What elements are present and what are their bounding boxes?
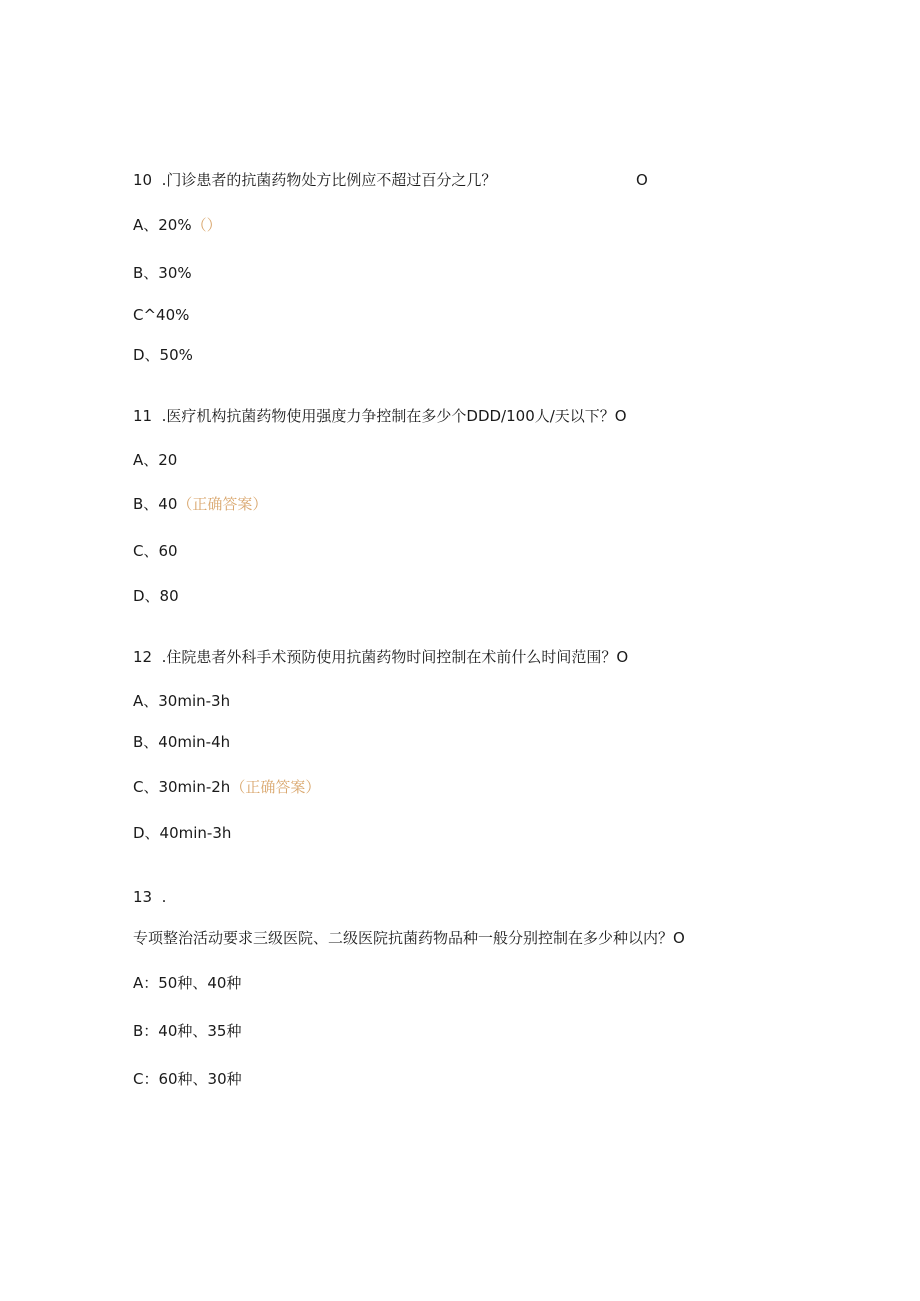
question-13 xyxy=(133,928,685,948)
question-text: .住院患者外科手术预防使用抗菌药物时间控制在术前什么时间范围？O xyxy=(161,648,629,666)
option-label: A、30min-3h xyxy=(133,692,231,710)
question-number: 13 xyxy=(133,888,153,906)
question-number: 12 xyxy=(133,648,153,666)
option-a[interactable] xyxy=(133,973,241,993)
option-a[interactable] xyxy=(133,450,177,470)
question-12 xyxy=(133,647,628,667)
correct-answer-note: （正确答案） xyxy=(230,778,321,796)
question-number: 10 xyxy=(133,171,153,189)
option-b[interactable] xyxy=(133,263,192,283)
option-label: D、40min-3h xyxy=(133,824,232,842)
question-text: 门诊患者的抗菌药物处方比例应不超过百分之几？ xyxy=(166,171,497,189)
option-label: B、40 xyxy=(133,495,178,513)
option-d[interactable] xyxy=(133,345,193,365)
option-c[interactable] xyxy=(133,1069,242,1089)
option-c[interactable] xyxy=(133,305,189,325)
option-c[interactable] xyxy=(133,777,320,797)
option-b[interactable] xyxy=(133,1021,241,1041)
option-label: A、20% xyxy=(133,216,192,234)
question-dot: . xyxy=(161,888,167,906)
question-text: .医疗机构抗菌药物使用强度力争控制在多少个DDD/100人/天以下？O xyxy=(161,407,627,425)
answer-bracket: （） xyxy=(191,216,222,234)
question-10 xyxy=(133,170,496,190)
option-label: C、60 xyxy=(133,542,178,560)
option-label: A、20 xyxy=(133,451,178,469)
option-b[interactable] xyxy=(133,732,230,752)
question-dot: . xyxy=(161,171,167,189)
option-label: D、80 xyxy=(133,587,179,605)
option-label: B、40min-4h xyxy=(133,733,231,751)
question-number: 11 xyxy=(133,407,153,425)
option-c[interactable] xyxy=(133,541,178,561)
question-13-number xyxy=(133,887,166,907)
option-d[interactable] xyxy=(133,823,231,843)
option-label: C、30min-2h xyxy=(133,778,231,796)
option-a[interactable] xyxy=(133,215,222,235)
option-label: A：50种、40种 xyxy=(133,974,242,992)
option-label: C：60种、30种 xyxy=(133,1070,242,1088)
option-d[interactable] xyxy=(133,586,179,606)
option-label: D、50% xyxy=(133,346,193,364)
question-text: 专项整治活动要求三级医院、二级医院抗菌药物品种一般分别控制在多少种以内？O xyxy=(133,929,685,947)
option-label: C^40% xyxy=(133,306,190,324)
option-a[interactable] xyxy=(133,691,230,711)
option-label: B：40种、35种 xyxy=(133,1022,242,1040)
option-label: B、30% xyxy=(133,264,192,282)
question-11 xyxy=(133,406,627,426)
option-b[interactable] xyxy=(133,494,267,514)
question-trail-mark: O xyxy=(636,171,648,189)
correct-answer-note: （正确答案） xyxy=(177,495,268,513)
